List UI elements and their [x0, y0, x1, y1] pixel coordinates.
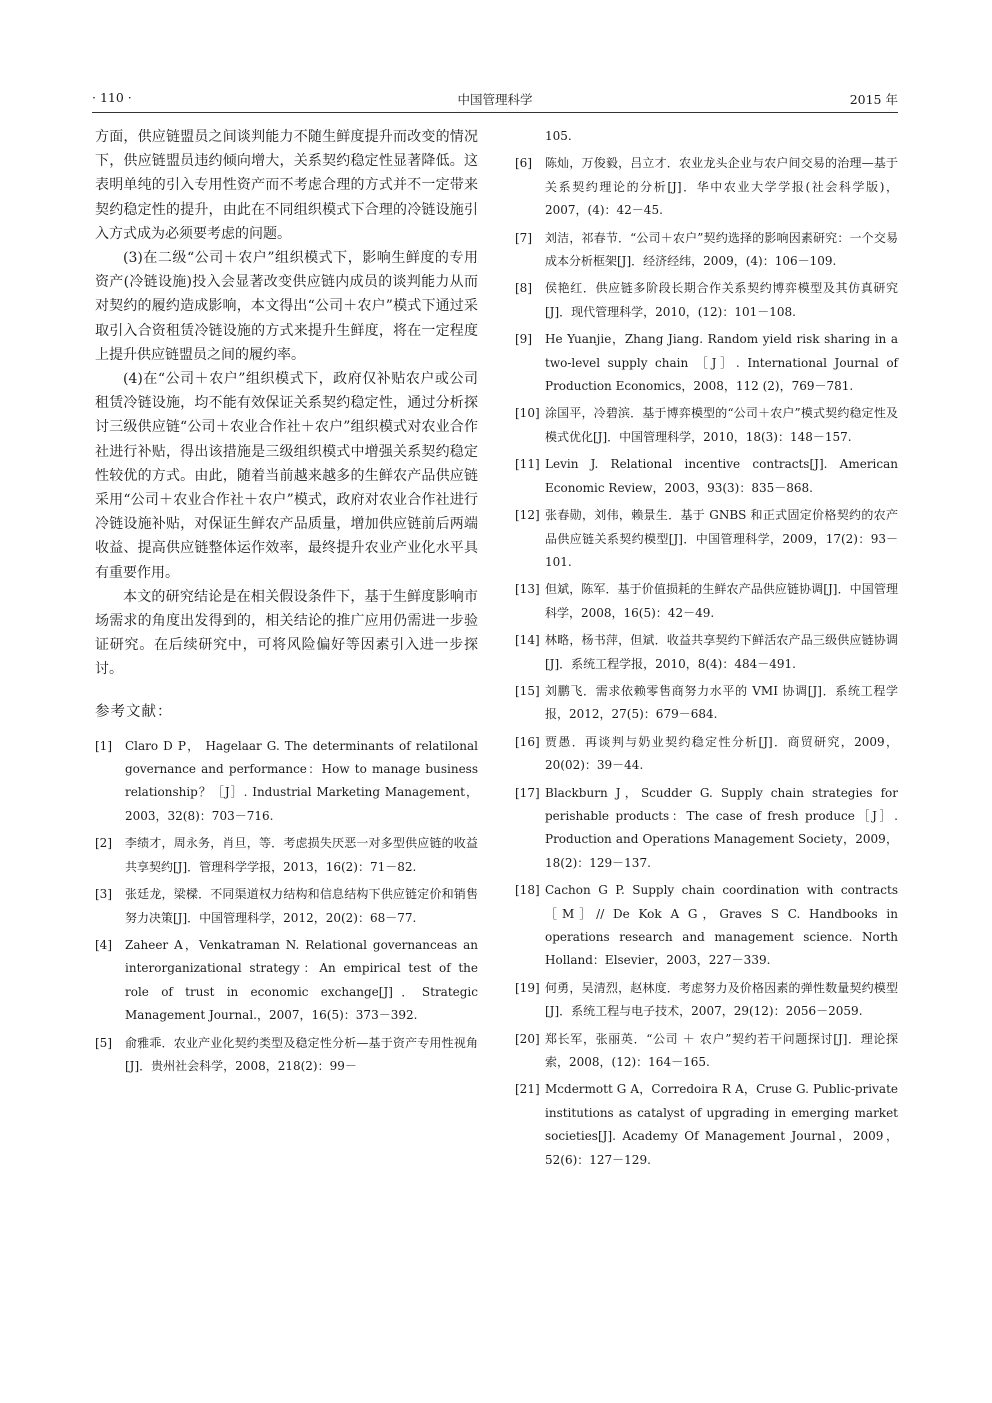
- reference-item: [95, 735, 478, 829]
- reference-item: [515, 277, 898, 324]
- reference-number: [13]: [515, 582, 540, 597]
- reference-number: [6]: [515, 156, 532, 171]
- reference-item: [515, 629, 898, 676]
- reference-text: 李绩才，周永务，肖旦，等．考虑损失厌恶一对多型供应链的收益共享契约[J]．管理科学学报，2013，16(2)：71－82.: [125, 836, 478, 874]
- reference-number: [7]: [515, 230, 532, 245]
- reference-item: [515, 680, 898, 727]
- body-paragraph-2: (3)在二级“公司＋农户”组织模式下，影响生鲜度的专用资产(冷链设施)投入会显著改变供应链内成员的谈判能力从而对契约的履约造成影响，本文得出“公司＋农户”模式下通过采取引入合资租赁冷链设施的方式来提升生鲜度，将在一定程度上提升供应链盟员之间的履约率。: [95, 250, 478, 363]
- reference-item: [95, 934, 478, 1028]
- reference-item: [95, 832, 478, 879]
- reference-item: [515, 977, 898, 1024]
- reference-item: [95, 1032, 478, 1079]
- left-column: [95, 125, 478, 1082]
- reference-item: [515, 453, 898, 500]
- header-rule: [92, 112, 898, 113]
- reference-number: [8]: [515, 281, 532, 296]
- reference-text: 张春勋，刘伟，赖景生．基于 GNBS 和正式固定价格契约的农产品供应链关系契约模型[J]．中国管理科学，2009，17(2)：93－101.: [545, 508, 898, 569]
- reference-text: 郑长军，张丽英．“公司 ＋ 农户”契约若干问题探讨[J]．理论探索，2008，(12)：164－165.: [545, 1031, 898, 1070]
- reference-text: Mcdermott G A，Corredoira R A，Cruse G. Public-private institutions as catalyst of upgrading in emerging market societies[J]. Academy Of Management Journal，2009，52(6)：127－129.: [545, 1082, 898, 1167]
- reference-item: [515, 402, 898, 449]
- reference-item: [515, 504, 898, 574]
- body-paragraph-3: (4)在“公司＋农户”组织模式下，政府仅补贴农户或公司租赁冷链设施，均不能有效保证关系契约稳定性，通过分析探讨三级供应链“公司＋农业合作社＋农户”组织模式对农业合作社进行补贴，得出该措施是三级组织模式中增强关系契约稳定性较优的方式。由此，随着当前越来越多的生鲜农产品供应链采用“公司＋农业合作社＋农户”模式，政府对农业合作社进行冷链设施补贴，对保证生鲜农产品质量，增加供应链前后两端收益、提高供应链整体运作效率，最终提升农业产业化水平具有重要作用。: [95, 371, 478, 581]
- reference-item: [515, 731, 898, 778]
- body-paragraph-4: 本文的研究结论是在相关假设条件下，基于生鲜度影响市场需求的角度出发得到的，相关结论的推广应用仍需进一步验证研究。在后续研究中，可将风险偏好等因素引入进一步探讨。: [95, 588, 478, 678]
- reference-text: 贾愚．再谈判与奶业契约稳定性分析[J]．商贸研究，2009，20(02)：39－44.: [545, 734, 898, 773]
- reference-number: [20]: [515, 1031, 540, 1046]
- reference-text: 刘鹏飞．需求依赖零售商努力水平的 VMI 协调[J]．系统工程学报，2012，27(5)：679－684.: [545, 683, 898, 722]
- reference-text: Cachon G P. Supply chain coordination with contracts［M］// De Kok A G，Graves S C. Handbooks in operations research and management science. North Holland：Elsevier，2003，227－339.: [545, 883, 898, 968]
- reference-number: [2]: [95, 836, 112, 851]
- reference-item: [515, 1078, 898, 1172]
- publication-year: 2015 年: [849, 92, 898, 107]
- reference-item: [515, 782, 898, 876]
- reference-number: [19]: [515, 980, 540, 995]
- reference-number: [11]: [515, 457, 540, 472]
- reference-text: Claro D P， Hagelaar G. The determinants of relatilonal governance and performance：How to manage business relationship？［J］. Industrial Marketing Management，2003，32(8)：703－716.: [125, 738, 478, 823]
- reference-number: [10]: [515, 406, 540, 421]
- reference-number: [21]: [515, 1082, 540, 1097]
- reference-text: 刘洁，祁春节．“公司＋农户”契约选择的影响因素研究：一个交易成本分析框架[J]．经济经纬，2009，(4)：106－109.: [545, 230, 898, 269]
- reference-continuation: 105.: [545, 129, 572, 143]
- journal-title: 中国管理科学: [457, 92, 533, 107]
- right-column: [515, 125, 898, 1176]
- reference-number: [12]: [515, 508, 540, 523]
- reference-number: [5]: [95, 1035, 112, 1050]
- reference-item: [515, 578, 898, 625]
- reference-text: 林略，杨书萍，但斌．收益共享契约下鲜活农产品三级供应链协调[J]．系统工程学报，2010，8(4)：484－491.: [545, 633, 898, 671]
- page-number: · 110 ·: [92, 90, 132, 105]
- reference-number: [16]: [515, 734, 540, 749]
- reference-number: [9]: [515, 332, 532, 347]
- reference-item: [515, 879, 898, 973]
- reference-text: 侯艳红．供应链多阶段长期合作关系契约博弈模型及其仿真研究[J]．现代管理科学，2010，(12)：101－108.: [545, 281, 898, 319]
- body-paragraph-1: 方面，供应链盟员之间谈判能力不随生鲜度提升而改变的情况下，供应链盟员违约倾向增大，关系契约稳定性显著降低。这表明单纯的引入专用性资产而不考虑合理的方式并不一定带来契约稳定性的提升，由此在不同组织模式下合理的冷链设施引入方式成为必须要考虑的问题。: [95, 129, 478, 242]
- reference-number: [17]: [515, 785, 540, 800]
- reference-text: 何勇，吴清烈，赵林度．考虑努力及价格因素的弹性数量契约模型[J]．系统工程与电子技术，2007，29(12)：2056－2059.: [545, 980, 898, 1019]
- reference-text: Levin J. Relational incentive contracts[J]. American Economic Review，2003，93(3)：835－868.: [545, 457, 898, 495]
- reference-text: Blackburn J，Scudder G. Supply chain strategies for perishable products：The case of fresh produce［J］. Production and Operations Management Society，2009，18(2)：129－137.: [545, 785, 898, 870]
- reference-text: 但斌，陈军．基于价值损耗的生鲜农产品供应链协调[J]．中国管理科学，2008，16(5)：42－49.: [545, 582, 898, 620]
- reference-item: [515, 227, 898, 274]
- reference-number: [15]: [515, 683, 540, 698]
- reference-text: 陈灿，万俊毅，吕立才．农业龙头企业与农户间交易的治理—基于关系契约理论的分析[J]．华中农业大学学报(社会科学版)，2007，(4)：42－45.: [545, 156, 898, 218]
- reference-text: 张廷龙，梁樑．不同渠道权力结构和信息结构下供应链定价和销售努力决策[J]．中国管理科学，2012，20(2)：68－77.: [125, 887, 478, 925]
- reference-text: Zaheer A，Venkatraman N. Relational governanceas an interorganizational strategy：An empirical test of the role of trust in economic exchange[J]．Strategic Management Journal.，2007，16(5)：373－392.: [125, 937, 478, 1023]
- references-heading: 参考文献：: [95, 703, 173, 720]
- reference-number: [14]: [515, 633, 540, 648]
- references-list-left: [95, 735, 478, 1079]
- reference-item: [95, 883, 478, 930]
- reference-item: [515, 1028, 898, 1075]
- reference-item: [515, 152, 898, 222]
- reference-text: 涂国平，冷碧滨．基于博弈模型的“公司＋农户”模式契约稳定性及模式优化[J]．中国管理科学，2010，18(3)：148－157.: [545, 406, 898, 444]
- running-header: [92, 88, 898, 110]
- references-list-right: [515, 152, 898, 1172]
- reference-number: [1]: [95, 738, 112, 753]
- reference-item: [515, 328, 898, 398]
- reference-number: [18]: [515, 883, 540, 898]
- reference-number: [3]: [95, 887, 112, 902]
- reference-text: He Yuanjie，Zhang Jiang. Random yield risk sharing in a two-level supply chain ［J］. International Journal of Production Economics，2008，112 (2)，769－781.: [545, 332, 898, 394]
- reference-number: [4]: [95, 937, 112, 952]
- reference-text: 俞雅乖．农业产业化契约类型及稳定性分析—基于资产专用性视角[J]．贵州社会科学，2008，218(2)：99－: [125, 1035, 478, 1073]
